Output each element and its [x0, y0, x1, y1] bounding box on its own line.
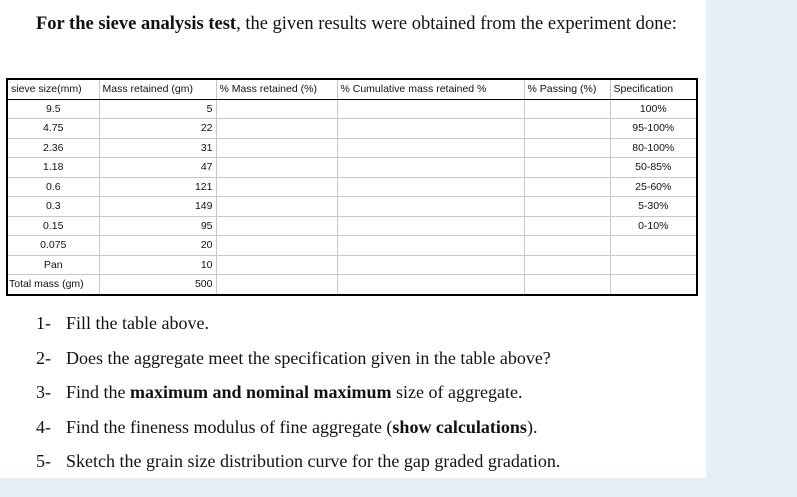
cell-percent-mass-retained[interactable]: [216, 99, 337, 119]
header-sieve-size: sieve size(mm): [7, 79, 99, 99]
cell-mass-retained: 121: [99, 177, 216, 197]
cell-cumulative-retained[interactable]: [337, 236, 524, 256]
cell-percent-passing[interactable]: [524, 138, 610, 158]
cell-percent-mass-retained[interactable]: [216, 216, 337, 236]
cell-specification: 50-85%: [610, 158, 697, 178]
question-number: 1-: [36, 313, 51, 333]
cell-mass-retained: 22: [99, 119, 216, 139]
cell-cumulative-retained[interactable]: [337, 255, 524, 275]
cell-percent-passing[interactable]: [524, 99, 610, 119]
sieve-analysis-table: [6, 78, 698, 296]
table-total-row: [7, 275, 697, 295]
header-mass-retained: Mass retained (gm): [99, 79, 216, 99]
cell-cumulative-retained[interactable]: [337, 158, 524, 178]
cell-empty: [524, 275, 610, 295]
cell-specification: 0-10%: [610, 216, 697, 236]
intro-text: the given results were obtained from the experiment done:: [240, 14, 677, 34]
cell-percent-passing[interactable]: [524, 236, 610, 256]
cell-sieve-size: 0.075: [7, 236, 99, 256]
cell-mass-retained: 5: [99, 99, 216, 119]
question-item: [36, 378, 696, 413]
table-row: [7, 216, 697, 236]
intro-comma: ,: [236, 14, 241, 34]
cell-total-label: Total mass (gm): [7, 275, 99, 295]
question-text: Find the fineness modulus of fine aggregate (: [66, 416, 393, 437]
table-row: [7, 197, 697, 217]
cell-empty: [610, 275, 697, 295]
table-row: [7, 236, 697, 256]
cell-specification: 80-100%: [610, 138, 697, 158]
cell-specification: [610, 255, 697, 275]
table-row: [7, 138, 697, 158]
table-row: [7, 99, 697, 119]
cell-mass-retained: 10: [99, 255, 216, 275]
question-number: 2-: [36, 347, 51, 368]
question-bold: maximum and nominal maximum: [130, 382, 392, 402]
cell-mass-retained: 47: [99, 158, 216, 178]
question-text: Does the aggregate meet the specification given in the table above?: [66, 347, 551, 368]
question-number: 5-: [36, 451, 51, 471]
cell-percent-mass-retained[interactable]: [216, 138, 337, 158]
question-text-end: ).: [526, 416, 538, 437]
cell-specification: 5-30%: [610, 197, 697, 217]
question-text-end: size of aggregate.: [391, 382, 523, 402]
cell-mass-retained: 20: [99, 236, 216, 256]
cell-sieve-size: 0.15: [7, 216, 99, 236]
questions-list: [36, 309, 696, 482]
question-number: 4-: [36, 416, 51, 437]
cell-specification: [610, 236, 697, 256]
question-item: [36, 447, 696, 482]
cell-mass-retained: 95: [99, 216, 216, 236]
cell-percent-mass-retained[interactable]: [216, 255, 337, 275]
cell-specification: 100%: [610, 99, 697, 119]
cell-cumulative-retained[interactable]: [337, 216, 524, 236]
cell-specification: 95-100%: [610, 119, 697, 139]
header-percent-mass-retained: % Mass retained (%): [216, 79, 337, 99]
question-item: [36, 344, 696, 379]
table-row: [7, 255, 697, 275]
cell-percent-mass-retained[interactable]: [216, 119, 337, 139]
cell-cumulative-retained[interactable]: [337, 177, 524, 197]
question-text: Sketch the grain size distribution curve for the gap graded gradation.: [66, 451, 561, 471]
cell-percent-mass-retained[interactable]: [216, 158, 337, 178]
cell-total-mass: 500: [99, 275, 216, 295]
cell-percent-passing[interactable]: [524, 177, 610, 197]
intro-paragraph: [36, 8, 696, 40]
question-item: [36, 413, 696, 448]
cell-sieve-size: 9.5: [7, 99, 99, 119]
header-percent-passing: % Passing (%): [524, 79, 610, 99]
cell-empty: [216, 275, 337, 295]
cell-sieve-size: 0.6: [7, 177, 99, 197]
cell-percent-passing[interactable]: [524, 216, 610, 236]
cell-percent-passing[interactable]: [524, 197, 610, 217]
header-specification: Specification: [610, 79, 697, 99]
intro-bold-lead: For the sieve analysis test: [36, 14, 237, 34]
cell-cumulative-retained[interactable]: [337, 99, 524, 119]
cell-sieve-size: Pan: [7, 255, 99, 275]
question-bold: show calculations: [392, 416, 527, 437]
cell-percent-mass-retained[interactable]: [216, 236, 337, 256]
question-item: [36, 309, 696, 344]
cell-mass-retained: 31: [99, 138, 216, 158]
table-row: [7, 158, 697, 178]
cell-percent-passing[interactable]: [524, 158, 610, 178]
cell-percent-passing[interactable]: [524, 119, 610, 139]
cell-sieve-size: 2.36: [7, 138, 99, 158]
question-number: 3-: [36, 382, 51, 402]
cell-sieve-size: 0.3: [7, 197, 99, 217]
table-header-row: [7, 79, 697, 99]
cell-percent-passing[interactable]: [524, 255, 610, 275]
cell-cumulative-retained[interactable]: [337, 197, 524, 217]
table-row: [7, 119, 697, 139]
question-text: Fill the table above.: [66, 313, 209, 333]
cell-specification: 25-60%: [610, 177, 697, 197]
cell-cumulative-retained[interactable]: [337, 119, 524, 139]
cell-cumulative-retained[interactable]: [337, 138, 524, 158]
table-row: [7, 177, 697, 197]
cell-empty: [337, 275, 524, 295]
question-text: Find the: [66, 382, 131, 402]
cell-sieve-size: 1.18: [7, 158, 99, 178]
cell-mass-retained: 149: [99, 197, 216, 217]
cell-percent-mass-retained[interactable]: [216, 197, 337, 217]
cell-percent-mass-retained[interactable]: [216, 177, 337, 197]
cell-sieve-size: 4.75: [7, 119, 99, 139]
header-cumulative-mass-retained: % Cumulative mass retained %: [337, 79, 524, 99]
